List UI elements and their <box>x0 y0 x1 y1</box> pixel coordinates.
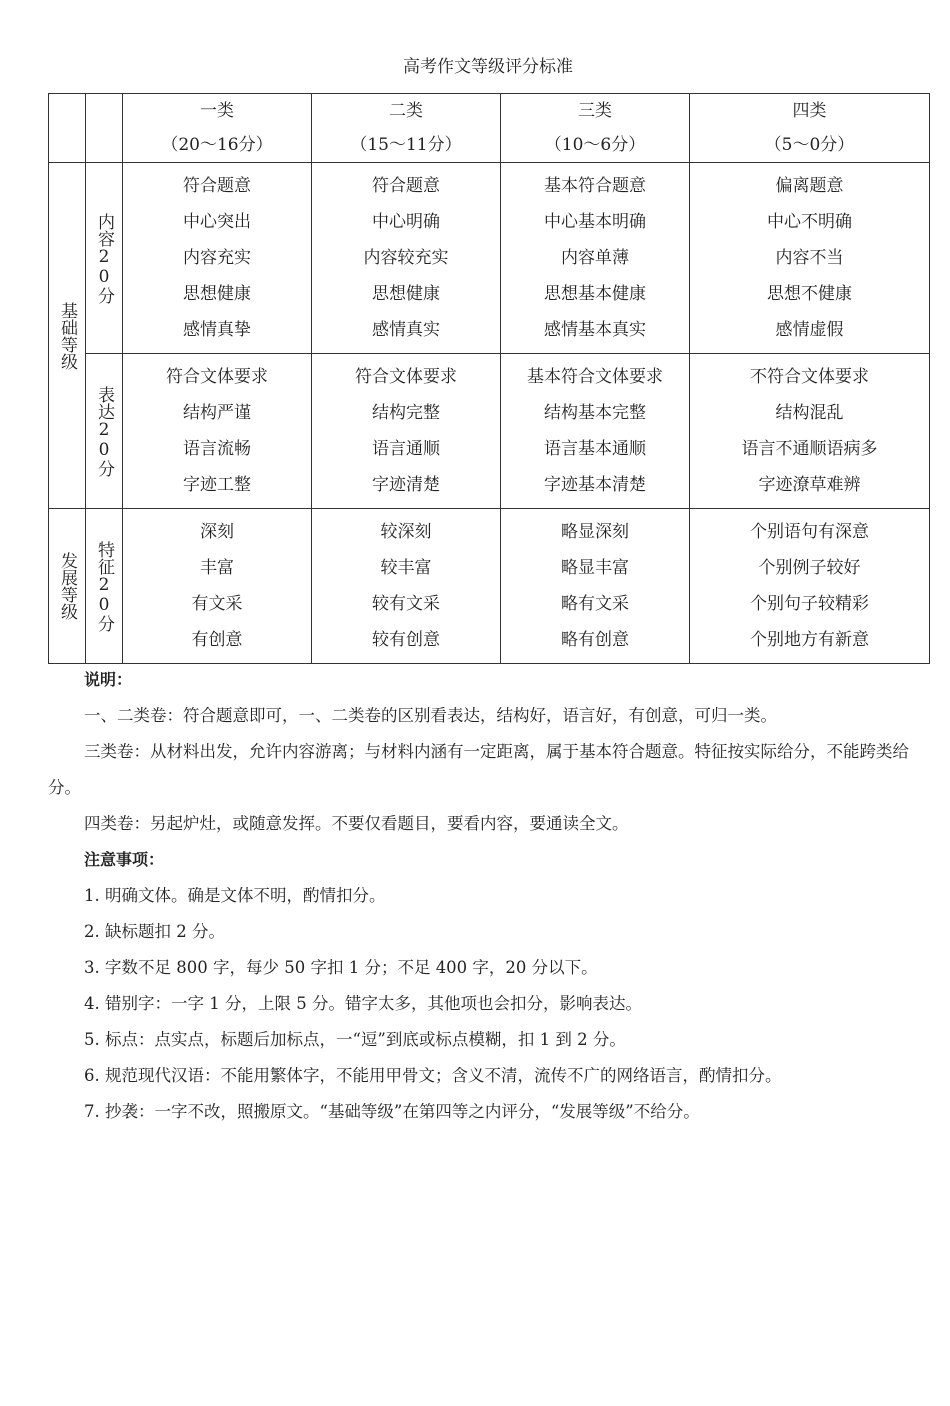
criterion: 深刻 <box>200 522 234 542</box>
corner-cell <box>49 94 86 163</box>
criterion: 内容充实 <box>183 248 251 268</box>
criteria-cell <box>312 163 501 354</box>
criterion: 有文采 <box>191 594 243 614</box>
notes-section <box>48 662 932 1130</box>
criterion: 思想健康 <box>372 284 440 304</box>
criterion: 语言基本通顺 <box>544 439 646 459</box>
criterion: 较有文采 <box>372 594 440 614</box>
subgroup-label: 特征20分 <box>94 540 114 632</box>
caution-item: 2. 缺标题扣 2 分。 <box>84 922 225 941</box>
criterion: 略有文采 <box>561 594 629 614</box>
criterion: 内容较充实 <box>363 248 449 268</box>
criterion: 符合题意 <box>372 176 440 196</box>
table-row <box>49 163 930 354</box>
criterion: 感情基本真实 <box>544 320 646 340</box>
criteria-cell <box>690 354 930 509</box>
criterion: 较深刻 <box>380 522 432 542</box>
criterion: 内容单薄 <box>561 248 629 268</box>
criterion: 中心明确 <box>372 212 440 232</box>
criterion: 略显丰富 <box>561 558 629 578</box>
notes-heading: 说明： <box>84 670 133 689</box>
column-range: （5～0分） <box>764 135 855 155</box>
criteria-cell <box>312 354 501 509</box>
caution-item: 4. 错别字：一字 1 分，上限 5 分。错字太多，其他项也会扣分，影响表达。 <box>84 994 642 1013</box>
corner-cell <box>86 94 123 163</box>
criterion: 字迹清楚 <box>372 475 440 495</box>
criterion: 内容不当 <box>775 248 844 268</box>
column-header <box>690 94 930 163</box>
criterion: 不符合文体要求 <box>750 367 869 387</box>
criterion: 结构基本完整 <box>544 403 646 423</box>
criterion: 感情虚假 <box>775 320 844 340</box>
criterion: 较丰富 <box>380 558 432 578</box>
criterion: 思想健康 <box>183 284 251 304</box>
column-range: （10～6分） <box>544 135 646 155</box>
subgroup-label: 表达20分 <box>94 385 114 477</box>
column-range: （20～16分） <box>161 135 273 155</box>
caution-item: 1. 明确文体。确是文体不明，酌情扣分。 <box>84 886 386 905</box>
criterion: 个别语句有深意 <box>750 522 869 542</box>
caution-item: 3. 字数不足 800 字，每少 50 字扣 1 分；不足 400 字，20 分以下。 <box>84 958 598 977</box>
criterion: 个别例子较好 <box>758 558 861 578</box>
criteria-cell <box>501 354 690 509</box>
table-header-row <box>49 94 930 163</box>
criterion: 结构混乱 <box>775 403 844 423</box>
column-header <box>501 94 690 163</box>
column-name: 三类 <box>578 101 612 121</box>
criterion: 偏离题意 <box>775 176 844 196</box>
criterion: 语言流畅 <box>183 439 251 459</box>
document-title: 高考作文等级评分标准 <box>403 57 573 77</box>
column-range: （15～11分） <box>350 135 462 155</box>
criteria-cell <box>690 163 930 354</box>
criteria-cell <box>123 509 312 664</box>
criterion: 语言通顺 <box>372 439 440 459</box>
criteria-cell <box>501 163 690 354</box>
column-name: 四类 <box>792 101 827 121</box>
criterion: 个别句子较精彩 <box>750 594 869 614</box>
criterion: 感情真实 <box>372 320 440 340</box>
notes-paragraph: 四类卷：另起炉灶，或随意发挥。不要仅看题目，要看内容，要通读全文。 <box>84 814 629 833</box>
scoring-table <box>48 93 930 664</box>
criterion: 语言不通顺语病多 <box>741 439 878 459</box>
subgroup-label: 内容20分 <box>94 212 114 304</box>
criterion: 字迹基本清楚 <box>544 475 646 495</box>
subgroup-label-cell <box>86 509 123 664</box>
criteria-cell <box>312 509 501 664</box>
subgroup-label-cell <box>86 354 123 509</box>
group-label-cell <box>49 509 86 664</box>
criterion: 字迹潦草难辨 <box>758 475 861 495</box>
criterion: 中心不明确 <box>767 212 852 232</box>
criteria-cell <box>123 354 312 509</box>
caution-item: 6. 规范现代汉语：不能用繁体字，不能用甲骨文；含义不清，流传不广的网络语言，酌情扣分。 <box>84 1066 782 1085</box>
criterion: 中心突出 <box>183 212 251 232</box>
criterion: 个别地方有新意 <box>750 630 869 650</box>
notes-paragraph: 三类卷：从材料出发，允许内容游离；与材料内涵有一定距离，属于基本符合题意。特征按实际给分，不能跨类给分。 <box>48 742 909 797</box>
criterion: 字迹工整 <box>183 475 251 495</box>
criteria-cell <box>501 509 690 664</box>
group-label: 基础等级 <box>57 301 77 370</box>
column-name: 一类 <box>200 101 234 121</box>
group-label: 发展等级 <box>57 552 77 620</box>
table-row <box>49 509 930 664</box>
criterion: 结构严谨 <box>183 403 251 423</box>
table-row <box>49 354 930 509</box>
caution-item: 5. 标点：点实点，标题后加标点，一“逗”到底或标点模糊，扣 1 到 2 分。 <box>84 1030 626 1049</box>
criterion: 思想不健康 <box>767 284 852 304</box>
column-name: 二类 <box>389 101 423 121</box>
group-label-cell <box>49 163 86 509</box>
criterion: 基本符合题意 <box>544 176 646 196</box>
criterion: 符合文体要求 <box>355 367 457 387</box>
criterion: 符合题意 <box>183 176 251 196</box>
criteria-cell <box>123 163 312 354</box>
criterion: 基本符合文体要求 <box>527 367 663 387</box>
criterion: 思想基本健康 <box>544 284 646 304</box>
criterion: 有创意 <box>191 630 243 650</box>
criterion: 感情真挚 <box>183 320 251 340</box>
subgroup-label-cell <box>86 163 123 354</box>
criterion: 较有创意 <box>372 630 440 650</box>
criterion: 丰富 <box>200 558 234 578</box>
criterion: 略有创意 <box>561 630 629 650</box>
criterion: 略显深刻 <box>561 522 629 542</box>
cautions-heading: 注意事项： <box>84 850 165 869</box>
notes-paragraph: 一、二类卷：符合题意即可，一、二类卷的区别看表达，结构好，语言好，有创意，可归一类。 <box>84 706 777 725</box>
criteria-cell <box>690 509 930 664</box>
criterion: 结构完整 <box>372 403 440 423</box>
column-header <box>312 94 501 163</box>
caution-item: 7. 抄袭：一字不改，照搬原文。“基础等级”在第四等之内评分，“发展等级”不给分。 <box>84 1102 700 1121</box>
column-header <box>123 94 312 163</box>
criterion: 符合文体要求 <box>166 367 268 387</box>
criterion: 中心基本明确 <box>544 212 646 232</box>
